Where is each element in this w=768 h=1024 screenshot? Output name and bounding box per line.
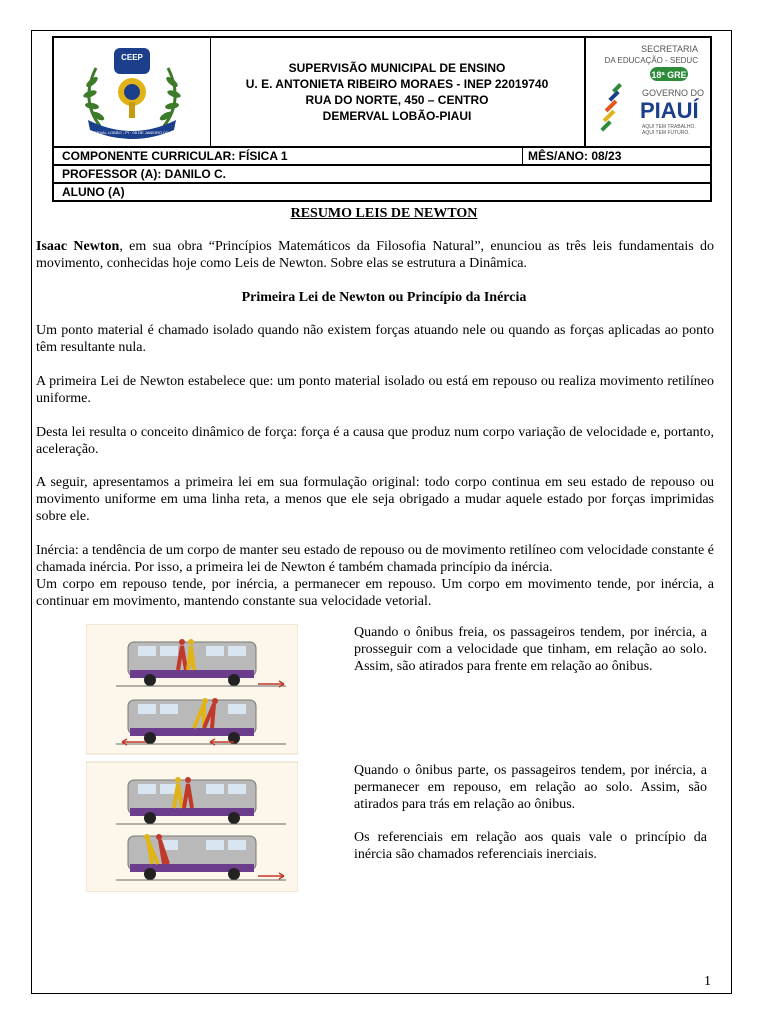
school-header — [52, 36, 712, 148]
page-number: 1 — [704, 974, 711, 989]
paragraph-1: Um ponto material é chamado isolado quando não existem forças atuando nele ou quando as forças aplicadas ao ponto têm resultante nula. — [36, 323, 714, 355]
svg-text:AQUI TEM FUTURO.: AQUI TEM FUTURO. — [642, 130, 690, 136]
professor-field: PROFESSOR (A): DANILO C. — [62, 167, 226, 181]
seduc-piaui-logo-icon — [586, 38, 712, 146]
bus-illustration-icon — [86, 624, 298, 892]
componente-curricular: COMPONENTE CURRICULAR: FÍSICA 1 — [62, 149, 288, 163]
intro-text: , em sua obra “Princípios Matemáticos da Filosofia Natural”, enunciou as três leis fundamentais do movimento, conhecidas hoje como Leis de Newton. Sobre elas se estrutura a Dinâmica. — [36, 239, 715, 271]
aluno-field: ALUNO (A) — [62, 185, 125, 199]
svg-text:CEEP: CEEP — [121, 53, 143, 62]
paragraph-5: Inércia: a tendência de um corpo de manter seu estado de repouso ou de movimento retilíneo com velocidade constante é chamada inércia. Por isso, a primeira lei de Newton é também chamada princípio da inércia. — [36, 543, 714, 575]
bus-inertia-figure — [86, 624, 298, 892]
header-line-2: U. E. ANTONIETA RIBEIRO MORAES - INEP 22019740 — [245, 77, 549, 91]
intro-paragraph — [36, 238, 714, 272]
mes-ano: MÊS/ANO: 08/23 — [528, 149, 622, 163]
school-logo-cell — [54, 38, 211, 146]
svg-text:PIAUÍ: PIAUÍ — [640, 98, 699, 123]
caption-2: Quando o ônibus parte, os passageiros tendem, por inércia, a permanecer em repouso, em relação ao solo. Assim, são atirados para trás em relação ao ônibus. — [354, 763, 707, 812]
seduc-logo-cell — [584, 38, 712, 146]
document-title: RESUMO LEIS DE NEWTON — [290, 206, 478, 221]
school-header-text — [210, 38, 584, 146]
paragraph-6: Um corpo em repouso tende, por inércia, a permanecer em repouso. Um corpo em movimento tende, por inércia, a continuar em movimento, mantendo constante sua velocidade vetorial. — [36, 577, 714, 609]
paragraph-2: A primeira Lei de Newton estabelece que: um ponto material isolado ou está em repouso ou realiza movimento retilíneo uniforme. — [36, 374, 714, 406]
svg-text:18ª GRE: 18ª GRE — [651, 70, 687, 80]
section-subtitle: Primeira Lei de Newton ou Princípio da Inércia — [241, 290, 527, 305]
row-aluno — [52, 184, 712, 202]
caption-1: Quando o ônibus freia, os passageiros tendem, por inércia, a prosseguir com a velocidade que tinham, em relação ao solo. Assim, são atirados para frente em relação ao ônibus. — [354, 625, 707, 674]
svg-text:DA EDUCAÇÃO - SEDUC: DA EDUCAÇÃO - SEDUC — [604, 56, 698, 65]
header-line-3: RUA DO NORTE, 450 – CENTRO — [305, 93, 489, 107]
header-line-1: SUPERVISÃO MUNICIPAL DE ENSINO — [288, 61, 506, 75]
svg-text:AQUI TEM TRABALHO.: AQUI TEM TRABALHO. — [642, 124, 696, 130]
row-componente — [52, 148, 712, 166]
header-line-4: DEMERVAL LOBÃO-PIAUI — [322, 109, 472, 123]
paragraph-3: Desta lei resulta o conceito dinâmico de força: força é a causa que produz num corpo variação de velocidade e, portanto, aceleração. — [36, 425, 714, 457]
row-professor — [52, 166, 712, 184]
paragraph-4: A seguir, apresentamos a primeira lei em sua formulação original: todo corpo continua em seu estado de repouso ou movimento uniforme em uma linha reta, a menos que ele seja obrigado a mudar aquele estado por forças imprimidas sobre ele. — [36, 475, 714, 524]
svg-text:SECRETARIA: SECRETARIA — [641, 44, 698, 54]
caption-3: Os referenciais em relação aos quais vale o princípio da inércia são chamados referenciais inerciais. — [354, 830, 707, 862]
svg-text:GOVERNO DO: GOVERNO DO — [642, 88, 705, 98]
intro-bold: Isaac Newton — [36, 239, 120, 254]
svg-text:DEMERVAL LOBÃO - PI · 05 DE JA: DEMERVAL LOBÃO - PI · 05 DE JANEIRO DE 1983 — [85, 130, 179, 135]
ceep-logo-icon — [54, 38, 210, 146]
